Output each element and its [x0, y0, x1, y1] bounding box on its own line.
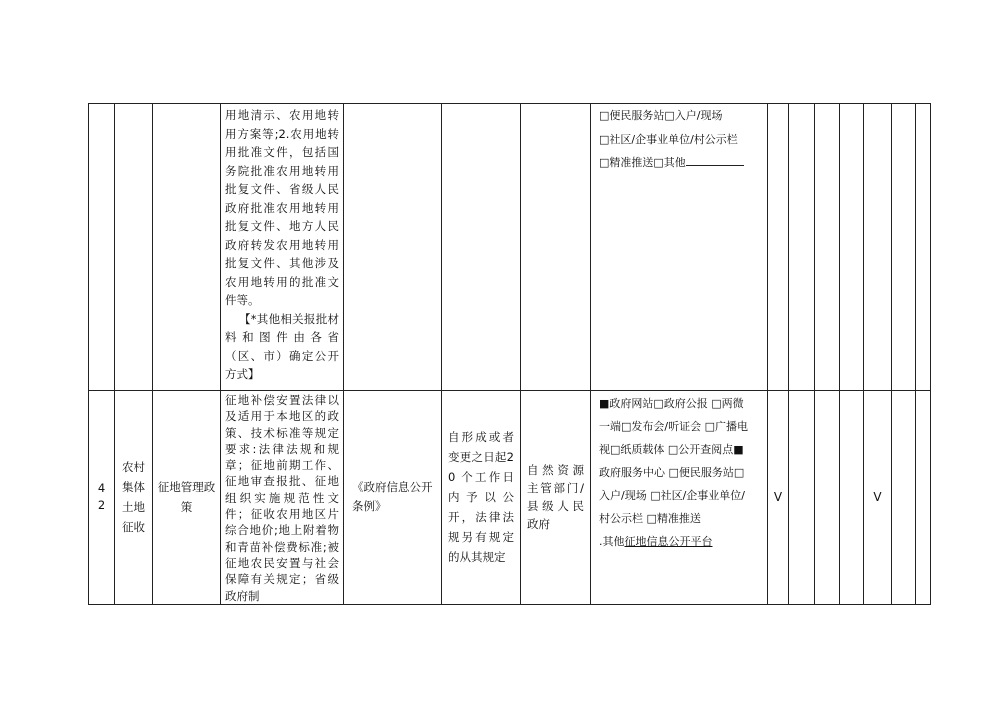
check-cell: [864, 104, 892, 391]
carrier-line: 村公示栏 □精准推送: [599, 512, 701, 525]
basis-cell: [344, 391, 442, 605]
category-cell: [115, 104, 153, 391]
subject-cell: [521, 104, 591, 391]
policy-text: 征地管理政策: [157, 480, 216, 515]
seq-cell: [89, 391, 115, 605]
deadline-cell: [442, 391, 521, 605]
carrier-line: □社区/企事业单位/村公示栏: [599, 132, 738, 146]
table-row: [89, 391, 931, 605]
carrier-line: 入户/现场 □社区/企事业单位/: [599, 489, 746, 502]
policy-cell: [153, 104, 221, 391]
check-cell: [815, 104, 840, 391]
check-cell: [789, 391, 815, 605]
carrier-line: 一端□发布会/听证会 □广播电: [599, 420, 748, 433]
check-cell: [840, 104, 864, 391]
deadline-cell: [442, 104, 521, 391]
carrier-cell: [591, 391, 768, 605]
subject-cell: [521, 391, 591, 605]
fill-in-blank: [686, 152, 744, 166]
disclosure-table: [88, 103, 931, 605]
check-cell: [789, 104, 815, 391]
content-text: 征地补偿安置法律以及适用于本地区的政策、技术标准等规定要求:法律法规和规章；征地前期工作、征地审查报批、征地组织实施规范性文件；征收农用地区片综合地价;地上附着物和青苗补偿费标准;被征地农民安置与社会保障有关规定；省级政府制: [225, 393, 339, 603]
check-county: [864, 391, 892, 605]
carrier-line: □便民服务站□入户/现场: [599, 109, 723, 122]
basis-text: 《政府信息公开条例》: [352, 480, 433, 514]
carrier-line: 政府服务中心 □便民服务站□: [599, 466, 745, 479]
content-note-text: 【*其他相关报批材 料和图件由各省（区、市）确定公开 方式】: [225, 311, 339, 381]
check-cell: [892, 104, 916, 391]
category-text: 农村集体土地征收: [122, 460, 145, 535]
carrier-cell: [591, 104, 768, 391]
check-mark: V: [873, 490, 882, 505]
policy-cell: [153, 391, 221, 605]
check-cell: [916, 104, 931, 391]
check-cell: [768, 104, 789, 391]
check-mark: V: [773, 490, 783, 505]
basis-cell: [344, 104, 442, 391]
subject-text: 自然资源主管部门/县级人民政府: [527, 463, 584, 532]
check-cell: [916, 391, 931, 605]
carrier-other-line: .其他征地信息公开平台: [599, 535, 713, 548]
content-cell: [221, 391, 344, 605]
carrier-line-with-blank: □精准推送□其他: [599, 151, 761, 175]
content-main-text: 用地清示、农用地转用方案等;2.农用地转用批准文件，包括国务院批准农用地转用批复文件、省级人民政府批准农用地转用批复文件、地方人民政府转发农用地转用批复文件、其他涉及农用地转用的批准文件等。: [225, 108, 339, 307]
deadline-text: 自形成或者变更之日起20 个工作日内予以公开，法律法规另有规定的从其规定: [448, 430, 514, 565]
carrier-line: 视□纸质载体 □公开查阅点■: [599, 443, 744, 456]
seq-number: 42: [97, 481, 106, 513]
seq-cell: [89, 104, 115, 391]
check-cell: [840, 391, 864, 605]
carrier-line: ■政府网站□政府公报 □两微: [599, 397, 744, 410]
check-all-public: [768, 391, 789, 605]
check-cell: [892, 391, 916, 605]
content-cell: [221, 104, 344, 391]
category-cell: [115, 391, 153, 605]
check-cell: [815, 391, 840, 605]
carrier-other-value: 征地信息公开平台: [624, 535, 713, 548]
table-row: [89, 104, 931, 391]
